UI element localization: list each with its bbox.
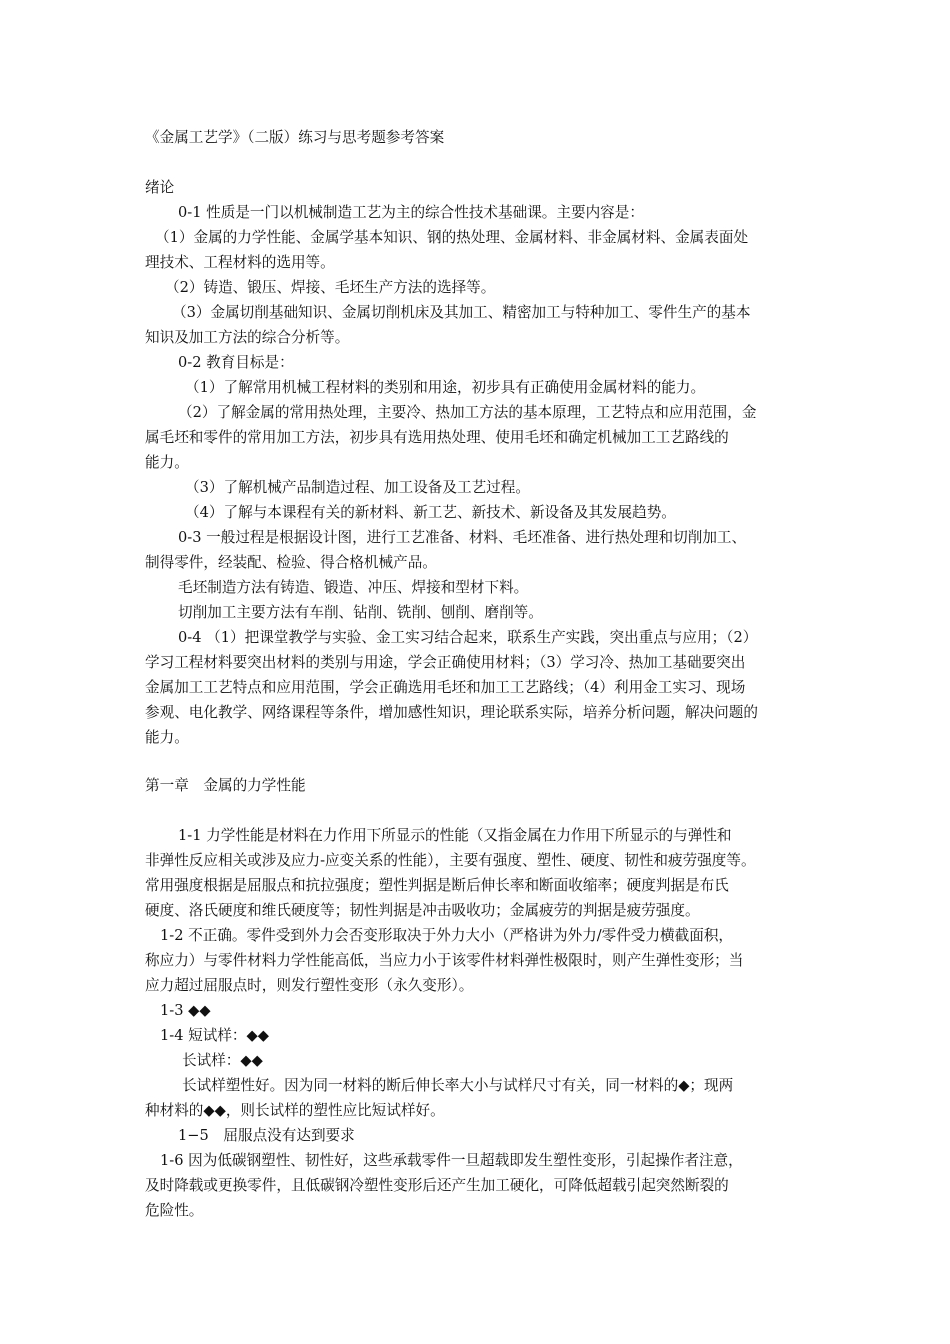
paragraph-line: 1-6 因为低碳钢塑性、韧性好，这些承载零件一旦超载即发生塑性变形，引起操作者注意， — [160, 1152, 743, 1169]
paragraph-line: 能力。 — [145, 454, 189, 471]
paragraph-line: 切削加工主要方法有车削、钻削、铣削、刨削、磨削等。 — [178, 604, 543, 621]
section-heading-intro: 绪论 — [145, 179, 175, 196]
paragraph-line: 1-2 不正确。零件受到外力会否变形取决于外力大小（严格讲为外力/零件受力横截面积， — [160, 927, 734, 944]
paragraph-line: 硬度、洛氏硬度和维氏硬度等；韧性判据是冲击吸收功；金属疲劳的判据是疲劳强度。 — [145, 902, 700, 919]
paragraph-line: 长试样塑性好。因为同一材料的断后伸长率大小与试样尺寸有关，同一材料的◆；现两 — [182, 1077, 734, 1094]
paragraph-line: 种材料的◆◆，则长试样的塑性应比短试样好。 — [145, 1102, 445, 1119]
paragraph-line: 知识及加工方法的综合分析等。 — [145, 329, 350, 346]
paragraph-line: 0-3 一般过程是根据设计图，进行工艺准备、材料、毛坯准备、进行热处理和切削加工、 — [178, 529, 747, 546]
paragraph-line: （1）金属的力学性能、金属学基本知识、钢的热处理、金属材料、非金属材料、金属表面处 — [155, 229, 749, 246]
paragraph-line: 1-1 力学性能是材料在力作用下所显示的性能（又指金属在力作用下所显示的与弹性和 — [178, 827, 732, 844]
chapter-heading: 第一章 金属的力学性能 — [145, 777, 306, 794]
paragraph-line: 属毛坯和零件的常用加工方法，初步具有选用热处理、使用毛坯和确定机械加工工艺路线的 — [145, 429, 729, 446]
paragraph-line: 0-2 教育目标是： — [178, 354, 294, 371]
paragraph-line: （3）了解机械产品制造过程、加工设备及工艺过程。 — [185, 479, 530, 496]
paragraph-line: 金属加工工艺特点和应用范围，学会正确选用毛坯和加工工艺路线；（4）利用金工实习、现场 — [145, 679, 746, 696]
paragraph-line: 1-3 ◆◆ — [160, 1002, 211, 1019]
paragraph-line: 长试样：◆◆ — [182, 1052, 263, 1069]
paragraph-line: （1）了解常用机械工程材料的类别和用途，初步具有正确使用金属材料的能力。 — [185, 379, 706, 396]
paragraph-line: 1−5 屈服点没有达到要求 — [178, 1127, 355, 1144]
paragraph-line: （3）金属切削基础知识、金属切削机床及其加工、精密加工与特种加工、零件生产的基本 — [172, 304, 751, 321]
paragraph-line: （4）了解与本课程有关的新材料、新工艺、新技术、新设备及其发展趋势。 — [185, 504, 676, 521]
paragraph-line: 常用强度根据是屈服点和抗拉强度；塑性判据是断后伸长率和断面收缩率；硬度判据是布氏 — [145, 877, 729, 894]
paragraph-line: 称应力）与零件材料力学性能高低，当应力小于该零件材料弹性极限时，则产生弹性变形；当 — [145, 952, 744, 969]
paragraph-line: 制得零件，经装配、检验、得合格机械产品。 — [145, 554, 437, 571]
paragraph-line: 0-4 （1）把课堂教学与实验、金工实习结合起来，联系生产实践，突出重点与应用；（2） — [178, 629, 758, 646]
paragraph-line: 参观、电化教学、网络课程等条件，增加感性知识，理论联系实际，培养分析问题，解决问题的 — [145, 704, 758, 721]
paragraph-line: 理技术、工程材料的选用等。 — [145, 254, 335, 271]
paragraph-line: （2）了解金属的常用热处理，主要冷、热加工方法的基本原理，工艺特点和应用范围，金 — [178, 404, 757, 421]
paragraph-line: 应力超过屈服点时，则发行塑性变形（永久变形）。 — [145, 977, 474, 994]
paragraph-line: （2）铸造、锻压、焊接、毛坯生产方法的选择等。 — [165, 279, 496, 296]
paragraph-line: 危险性。 — [145, 1202, 204, 1219]
paragraph-line: 非弹性反应相关或涉及应力-应变关系的性能），主要有强度、塑性、硬度、韧性和疲劳强度等。 — [145, 852, 756, 869]
paragraph-line: 1-4 短试样：◆◆ — [160, 1027, 269, 1044]
paragraph-line: 毛坯制造方法有铸造、锻造、冲压、焊接和型材下料。 — [178, 579, 529, 596]
paragraph-line: 学习工程材料要突出材料的类别与用途，学会正确使用材料；（3）学习冷、热加工基础要突出 — [145, 654, 746, 671]
paragraph-line: 及时降载或更换零件，且低碳钢冷塑性变形后还产生加工硬化，可降低超载引起突然断裂的 — [145, 1177, 729, 1194]
paragraph-line: 能力。 — [145, 729, 189, 746]
document-title: 《金属工艺学》（二版）练习与思考题参考答案 — [145, 129, 445, 146]
paragraph-line: 0-1 性质是一门以机械制造工艺为主的综合性技术基础课。主要内容是： — [178, 204, 644, 221]
